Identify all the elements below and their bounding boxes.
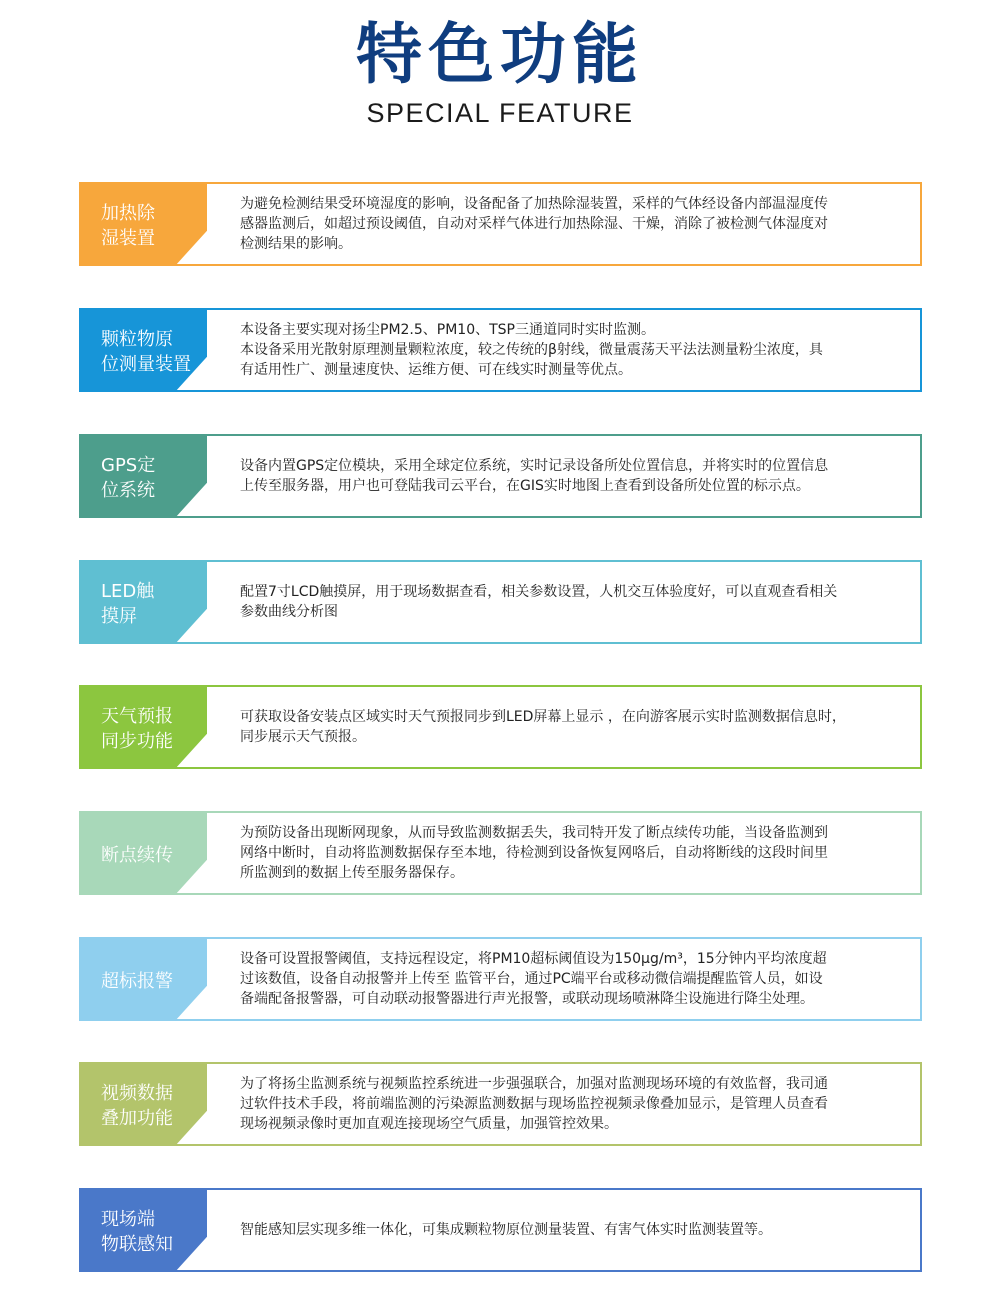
feature-tag-label: 断点续传: [101, 844, 173, 866]
feature-card-resume-upload: [79, 811, 922, 895]
feature-description: 为预防设备出现断网现象，从而导致监测数据丢失，我司特开发了断点续传功能，当设备监测到 网络中断时，自动将监测数据保存至本地，待检测到设备恢复网咯后，自动将断线的这段时间里 所监测到的数据上传至服务器保存。: [240, 825, 828, 881]
feature-description: 为了将扬尘监测系统与视频监控系统进一步强强联合，加强对监测现场环境的有效监督，我司通 过软件技术手段，将前端监测的污染源监测数据与现场监控视频录像叠加显示，是管理人员查看 现场视频录像时更加直观连接现场空气质量，加强管控效果。: [240, 1076, 828, 1132]
feature-card-iot-sensing: [79, 1188, 922, 1272]
feature-description: 为避免检测结果受环境湿度的影响，设备配备了加热除湿装置，采样的气体经设备内部温湿度传 感器监测后，如超过预设阈值，自动对采样气体进行加热除湿、干燥，消除了被检测气体湿度对 检测结果的影响。: [240, 196, 828, 252]
feature-tag-label: 超标报警: [101, 970, 173, 992]
feature-description: 可获取设备安装点区域实时天气预报同步到LED屏幕上显示 ，在向游客展示实时监测数据信息时， 同步展示天气预报。: [240, 709, 846, 745]
feature-tag-label: 视频数据 叠加功能: [101, 1083, 173, 1129]
page-title: 特色功能: [356, 16, 644, 93]
feature-tag-label: 天气预报 同步功能: [101, 706, 173, 752]
feature-card-gps: [79, 434, 922, 518]
feature-card-heating-dehumidify: [79, 182, 922, 266]
feature-card-alarm: [79, 937, 922, 1021]
feature-description: 设备内置GPS定位模块，采用全球定位系统，实时记录设备所处位置信息，并将实时的位置信息 上传至服务器，用户也可登陆我司云平台，在GIS实时地图上查看到设备所处位置的标示点。: [240, 458, 829, 494]
feature-tag-label: 现场端 物联感知: [101, 1209, 173, 1255]
feature-tag-label: GPS定 位系统: [101, 455, 156, 501]
feature-card-video-overlay: [79, 1062, 922, 1146]
page-subtitle: SPECIAL FEATURE: [366, 98, 634, 128]
feature-tag-label: 颗粒物原 位测量装置: [101, 329, 191, 375]
feature-description: 配置7寸LCD触摸屏，用于现场数据查看，相关参数设置，人机交互体验度好，可以直观查看相关 参数曲线分析图: [240, 584, 838, 620]
feature-card-particle-measurement: [79, 308, 922, 392]
feature-tag-label: LED触 摸屏: [101, 581, 155, 627]
feature-tag-label: 加热除 湿装置: [101, 203, 155, 249]
feature-card-weather-sync: [79, 685, 922, 769]
feature-description: 设备可设置报警阈值，支持远程设定，将PM10超标阈值设为150μg/m³，15分钟内平均浓度超 过该数值，设备自动报警并上传至 监管平台，通过PC端平台或移动微信端提醒监管人员，如设 备端配备报警器，可自动联动报警器进行声光报警，或联动现场喷淋降尘设施进行降尘处理。: [240, 951, 827, 1007]
feature-description: 智能感知层实现多维一体化，可集成颗粒物原位测量装置、有害气体实时监测装置等。: [240, 1222, 772, 1238]
feature-description: 本设备主要实现对扬尘PM2.5、PM10、TSP三通道同时实时监测。 本设备采用光散射原理测量颗粒浓度，较之传统的β射线，微量震荡天平法法测量粉尘浓度，具 有适用性广、测量速度快、运维方便、可在线实时测量等优点。: [240, 322, 823, 378]
feature-card-led-touchscreen: [79, 560, 922, 644]
